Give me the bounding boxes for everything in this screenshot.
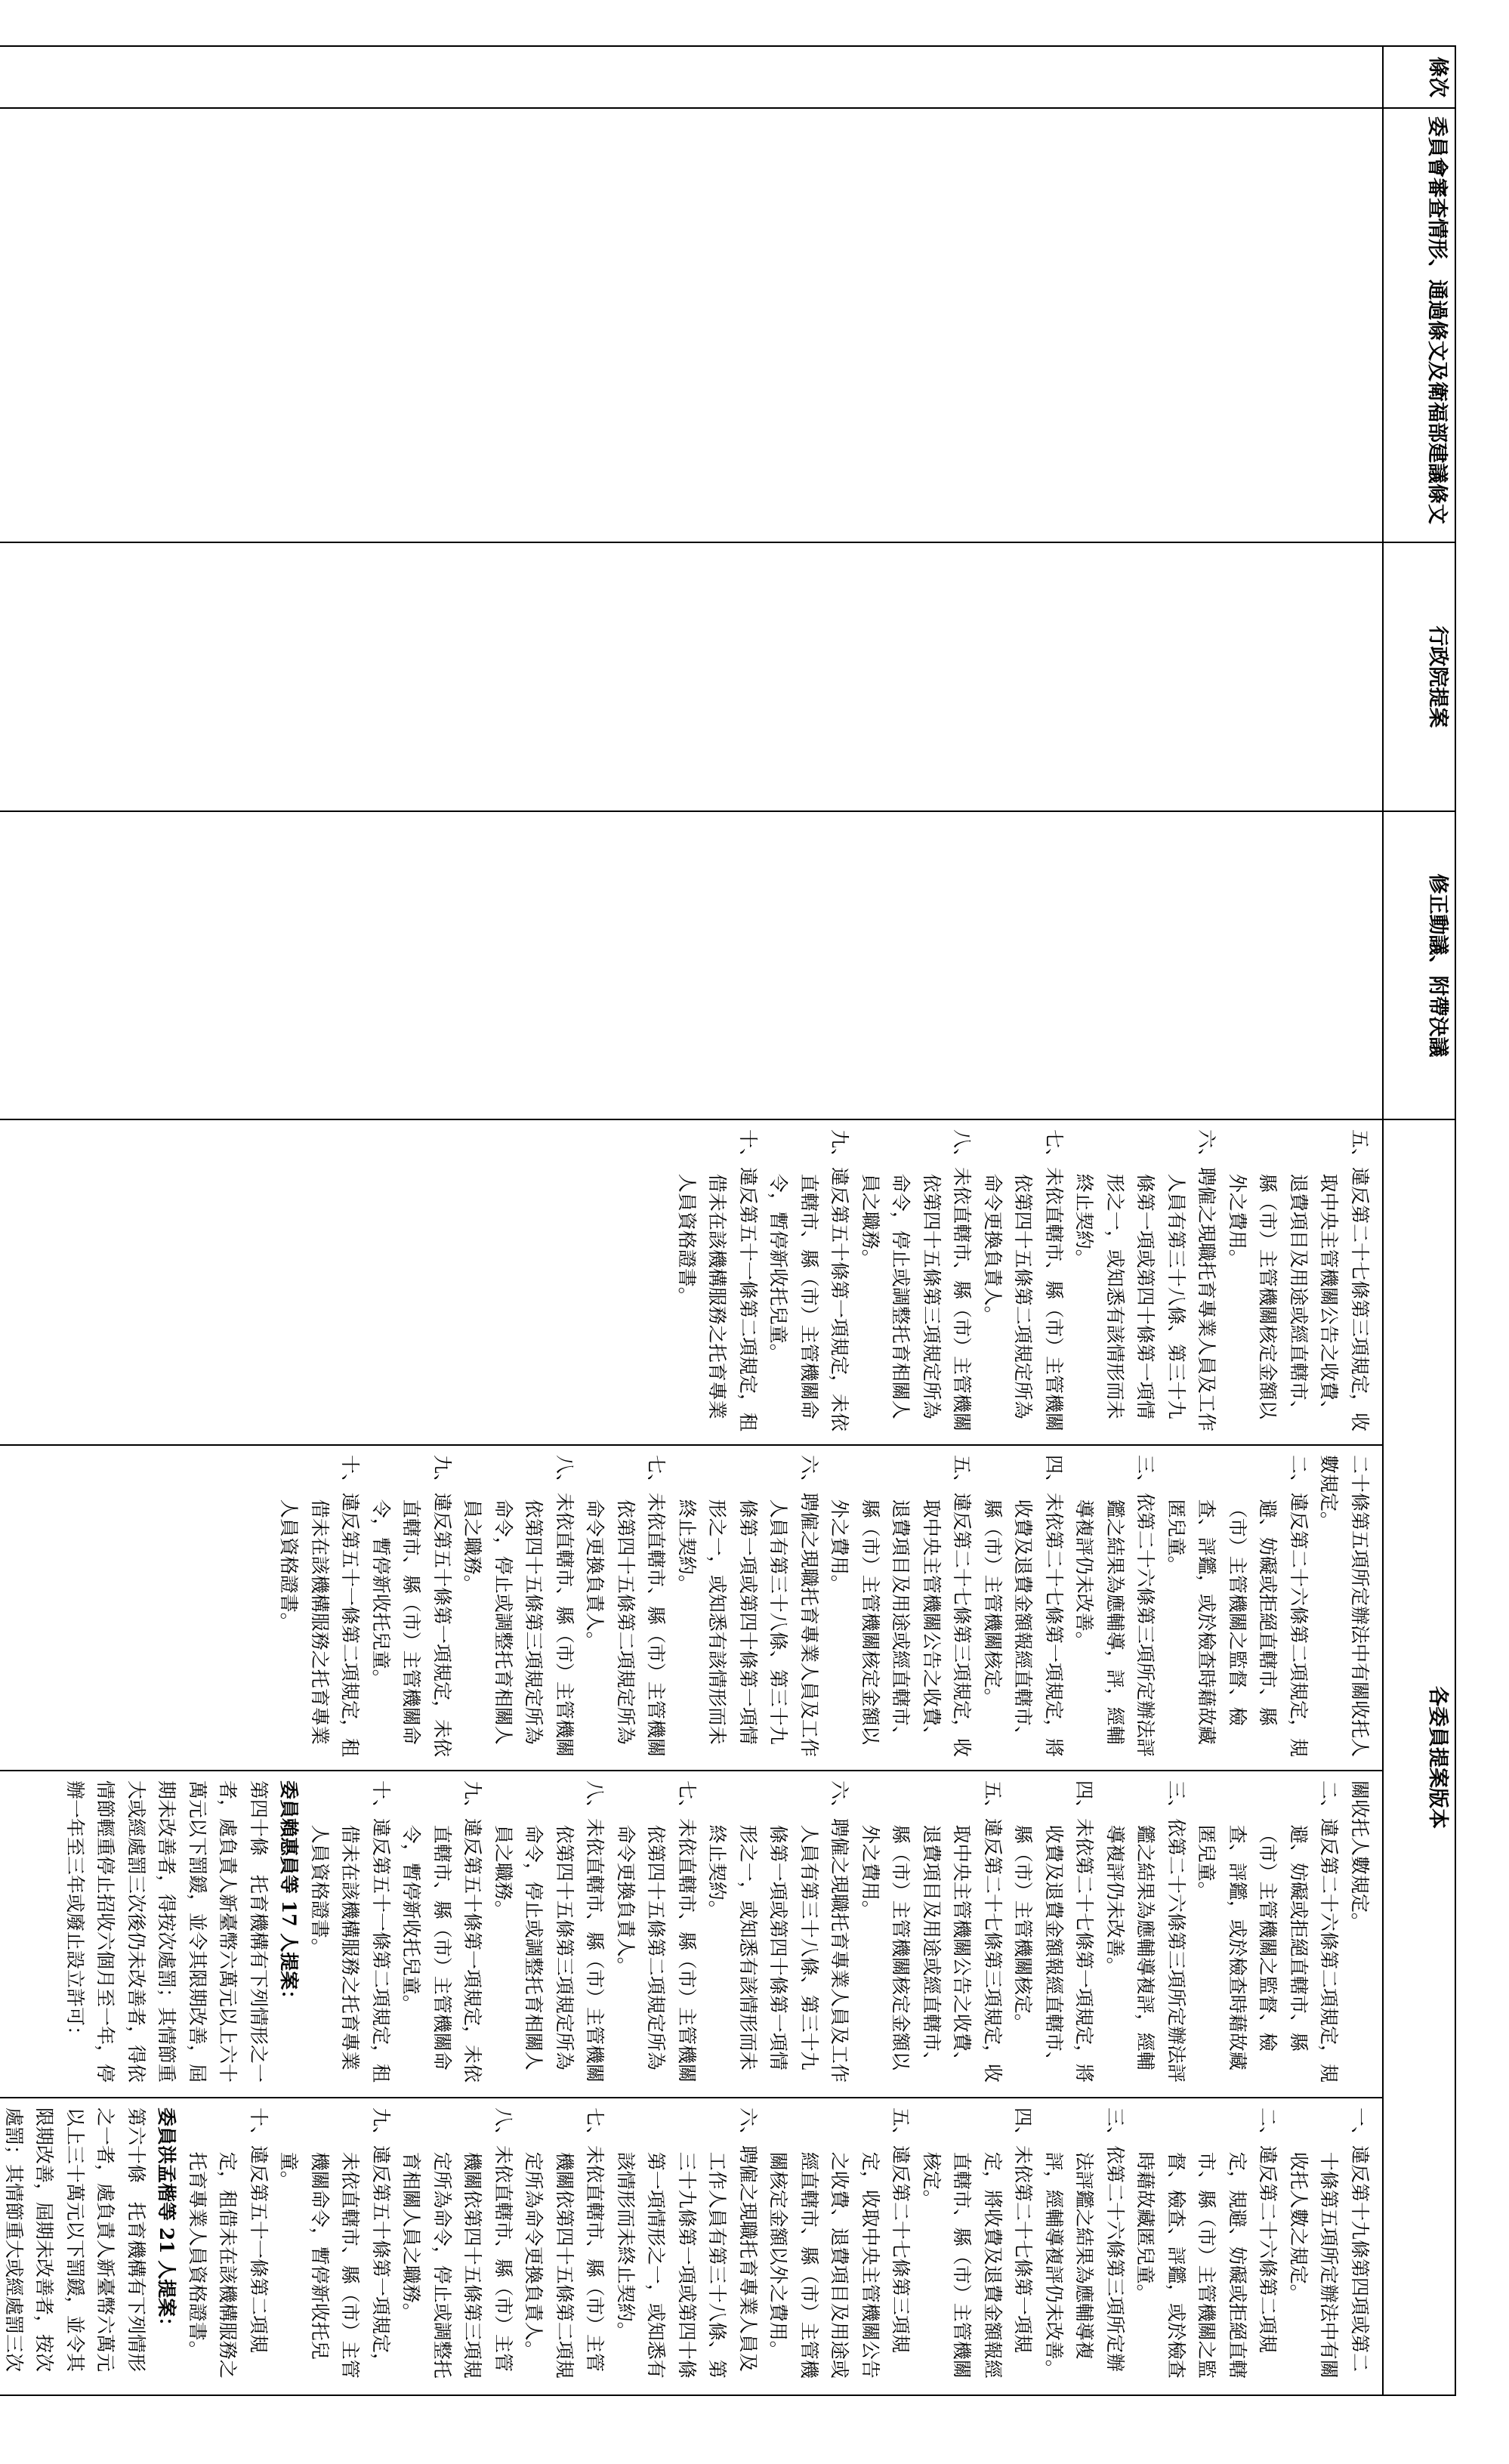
header-article-no: 條次 (1383, 46, 1455, 108)
cell-committee-review (0, 108, 1383, 542)
list-item: 四、未依第二十七條第一項規定，將收費及退費金額報經直轄市、縣（市）主管機關核定。 (1012, 1780, 1096, 2083)
list-item: 關收托人數規定。 (1349, 1780, 1371, 1932)
proposer-heading: 委員洪孟楷等 21 人提案： (156, 2107, 178, 2336)
list-item: 七、未依直轄市、縣（市）主管機關依第四十五條第二項規定所為命令更換負責人。 (615, 1780, 698, 2083)
cell-version-v2 (0, 1771, 1383, 2098)
cell-article-no (0, 46, 1383, 108)
proposer-heading: 委員賴惠員等 17 人提案： (278, 1780, 301, 2009)
list-item: 九、違反第五十條第一項規定，未依直轄市、縣（市）主管機關命令，暫停新收托兒童。 (370, 1455, 453, 1758)
list-item: 十、違反第五十一條第二項規定，租借未在該機構服務之托育專業人員資格證書。 (309, 1780, 392, 2083)
list-item: 七、未依直轄市、縣（市）主管機關依第四十五條第二項規定所為命令更換負責人。 (523, 2107, 606, 2379)
list-item: 二、違反第二十六條第二項規定，規避、妨礙或拒絕直轄市、縣（市）主管機關之監督、檢查、評鑑，或於檢查時藉故藏匿兒童。 (1196, 1780, 1341, 2083)
list-item: 二、違反第二十六條第二項規定，規避、妨礙或拒絕直轄市、縣（市）主管機關之監督、檢查、評鑑，或於檢查時藉故藏匿兒童。 (1134, 2107, 1279, 2379)
list-item: 二十條第五項所定辦法中有關收托人數規定。 (1318, 1455, 1371, 1758)
cell-amendment-motion (0, 811, 1383, 1119)
article-text: 第六十條 托育機構有下列情形之一者，處負責人新臺幣六萬元以上三十萬元以下罰鍰，並令其限期改善，屆期未改善者，按次處罰；其情節重大或經處罰三次 (3, 2107, 147, 2373)
list-item: 六、聘僱之現職托育專業人員及工作人員有第三十八條、第三十九條第一項或第四十條第一項情形之一，或知悉有該情形而未終止契約。 (676, 1455, 820, 1758)
list-item: 八、未依直轄市、縣（市）主管機關依第四十五條第三項規定所為命令，停止或調整托育相關人員之職務。 (859, 1129, 974, 1432)
list-item: 五、違反第二十七條第三項規定，收取中央主管機關公告之收費、退費項目及用途或經直轄市、縣（市）主管機關核定金額以外之費用。 (859, 1780, 1004, 2083)
list-item: 九、違反第五十條第一項規定，未依直轄市、縣（市）主管機關命令，暫停新收托兒童。 (767, 1129, 851, 1432)
list-item: 三、依第二十六條第三項所定辦法評鑑之結果為應輔導，評，經輔導複評仍未改善。 (1073, 1455, 1157, 1758)
list-item: 五、違反第二十七條第三項規定，收取中央主管機關公告之收費、退費項目及用途或經直轄市、縣（市）主管機關核定金額以外之費用。 (1227, 1129, 1371, 1432)
list-item: 十、違反第五十一條第二項規定，租借未在該機構服務之托育專業人員資格證書。 (187, 2107, 270, 2379)
content-row (0, 46, 1383, 2395)
list-item: 八、未依直轄市、縣（市）主管機關依第四十五條第三項規定所為命令，停止或調整托育相關人員之職務。 (400, 2107, 514, 2379)
list-item: 八、未依直轄市、縣（市）主管機關依第四十五條第三項規定所為命令，停止或調整托育相關人員之職務。 (461, 1455, 576, 1758)
list-item: 三、依第二十六條第三項所定辦法評鑑之結果為應輔導複評，經輔導複評仍未改善。 (1043, 2107, 1126, 2379)
header-amendment-motion: 修正動議、附帶決議 (1383, 811, 1455, 1119)
list-item: 十、違反第五十一條第二項規定，租借未在該機構服務之托育專業人員資格證書。 (676, 1129, 759, 1432)
list-item: 二、違反第二十六條第二項規定，規避、妨礙或拒絕直轄市、縣（市）主管機關之監督、檢查、評鑑，或於檢查時藉故藏匿兒童。 (1165, 1455, 1310, 1758)
list-item: 四、未依第二十七條第一項規定，將收費及退費金額報經直轄市、縣（市）主管機關核定。 (921, 2107, 1035, 2379)
header-executive-yuan: 行政院提案 (1383, 542, 1455, 811)
article-text: 第四十條 托育機構有下列情形之一者，處負責人新臺幣六萬元以上六十萬元以下罰鍰，並令其限期改善，屆期未改善者，得按次處罰；其情節重大或經處罰三次後仍未改善者，得依情節輕重停止招收六個月至一年，停辦一年至三年或廢止設立許可： (64, 1780, 270, 2083)
list-item: 六、聘僱之現職托育專業人員及工作人員有第三十八條、第三十九條第一項或第四十條第一項情形之一，或知悉有該情形而未終止契約。 (706, 1780, 851, 2083)
comparison-table (0, 45, 1456, 2396)
list-item: 七、未依直轄市、縣（市）主管機關依第四十五條第二項規定所為命令更換負責人。 (982, 1129, 1065, 1432)
list-item: 九、違反第五十條第一項規定，未依直轄市、縣（市）主管機關命令，暫停新收托兒童。 (278, 2107, 392, 2379)
list-item: 八、未依直轄市、縣（市）主管機關依第四十五條第三項規定所為命令，停止或調整托育相關人員之職務。 (492, 1780, 606, 2083)
list-item: 四、未依第二十七條第一項規定，將收費及退費金額報經直轄市、縣（市）主管機關核定。 (982, 1455, 1065, 1758)
list-item: 五、違反第二十七條第三項規定，收取中央主管機關公告之收費、退費項目及用途或經直轄市、縣（市）主管機關核定金額以外之費用。 (767, 2107, 912, 2379)
list-item: 六、聘僱之現職托育專業人員及工作人員有第三十八條、第三十九條第一項或第四十條第一項情形之一，或知悉有該情形而未終止契約。 (1073, 1129, 1218, 1432)
cell-version-v1 (0, 1445, 1383, 1771)
list-item: 五、違反第二十七條第三項規定，收取中央主管機關公告之收費、退費項目及用途或經直轄市、縣（市）主管機關核定金額以外之費用。 (829, 1455, 974, 1758)
list-item: 七、未依直轄市、縣（市）主管機關依第四十五條第二項規定所為命令更換負責人。 (584, 1455, 668, 1758)
list-item: 一、違反第十九條第四項或第二十條第五項所定辦法中有關收托人數之規定。 (1288, 2107, 1371, 2379)
list-item: 十、違反第五十一條第二項規定，租借未在該機構服務之托育專業人員資格證書。 (278, 1455, 362, 1758)
cell-version-col3 (0, 1119, 1383, 1445)
cell-executive-yuan (0, 542, 1383, 811)
list-item: 六、聘僱之現職托育專業人員及工作人員有第三十八條、第三十九條第一項或第四十條第一項情形之一，或知悉有該情形而未終止契約。 (615, 2107, 759, 2379)
header-row (1383, 46, 1455, 2395)
header-legislator-versions: 各委員提案版本 (1383, 1119, 1455, 2395)
header-committee-review: 委員會審查情形、通過條文及衛福部建議條文 (1383, 108, 1455, 542)
cell-version-v3 (0, 2098, 1383, 2395)
list-item: 三、依第二十六條第三項所定辦法評鑑之結果為應輔導複評，經輔導複評仍未改善。 (1104, 1780, 1187, 2083)
list-item: 九、違反第五十條第一項規定，未依直轄市、縣（市）主管機關命令，暫停新收托兒童。 (400, 1780, 484, 2083)
